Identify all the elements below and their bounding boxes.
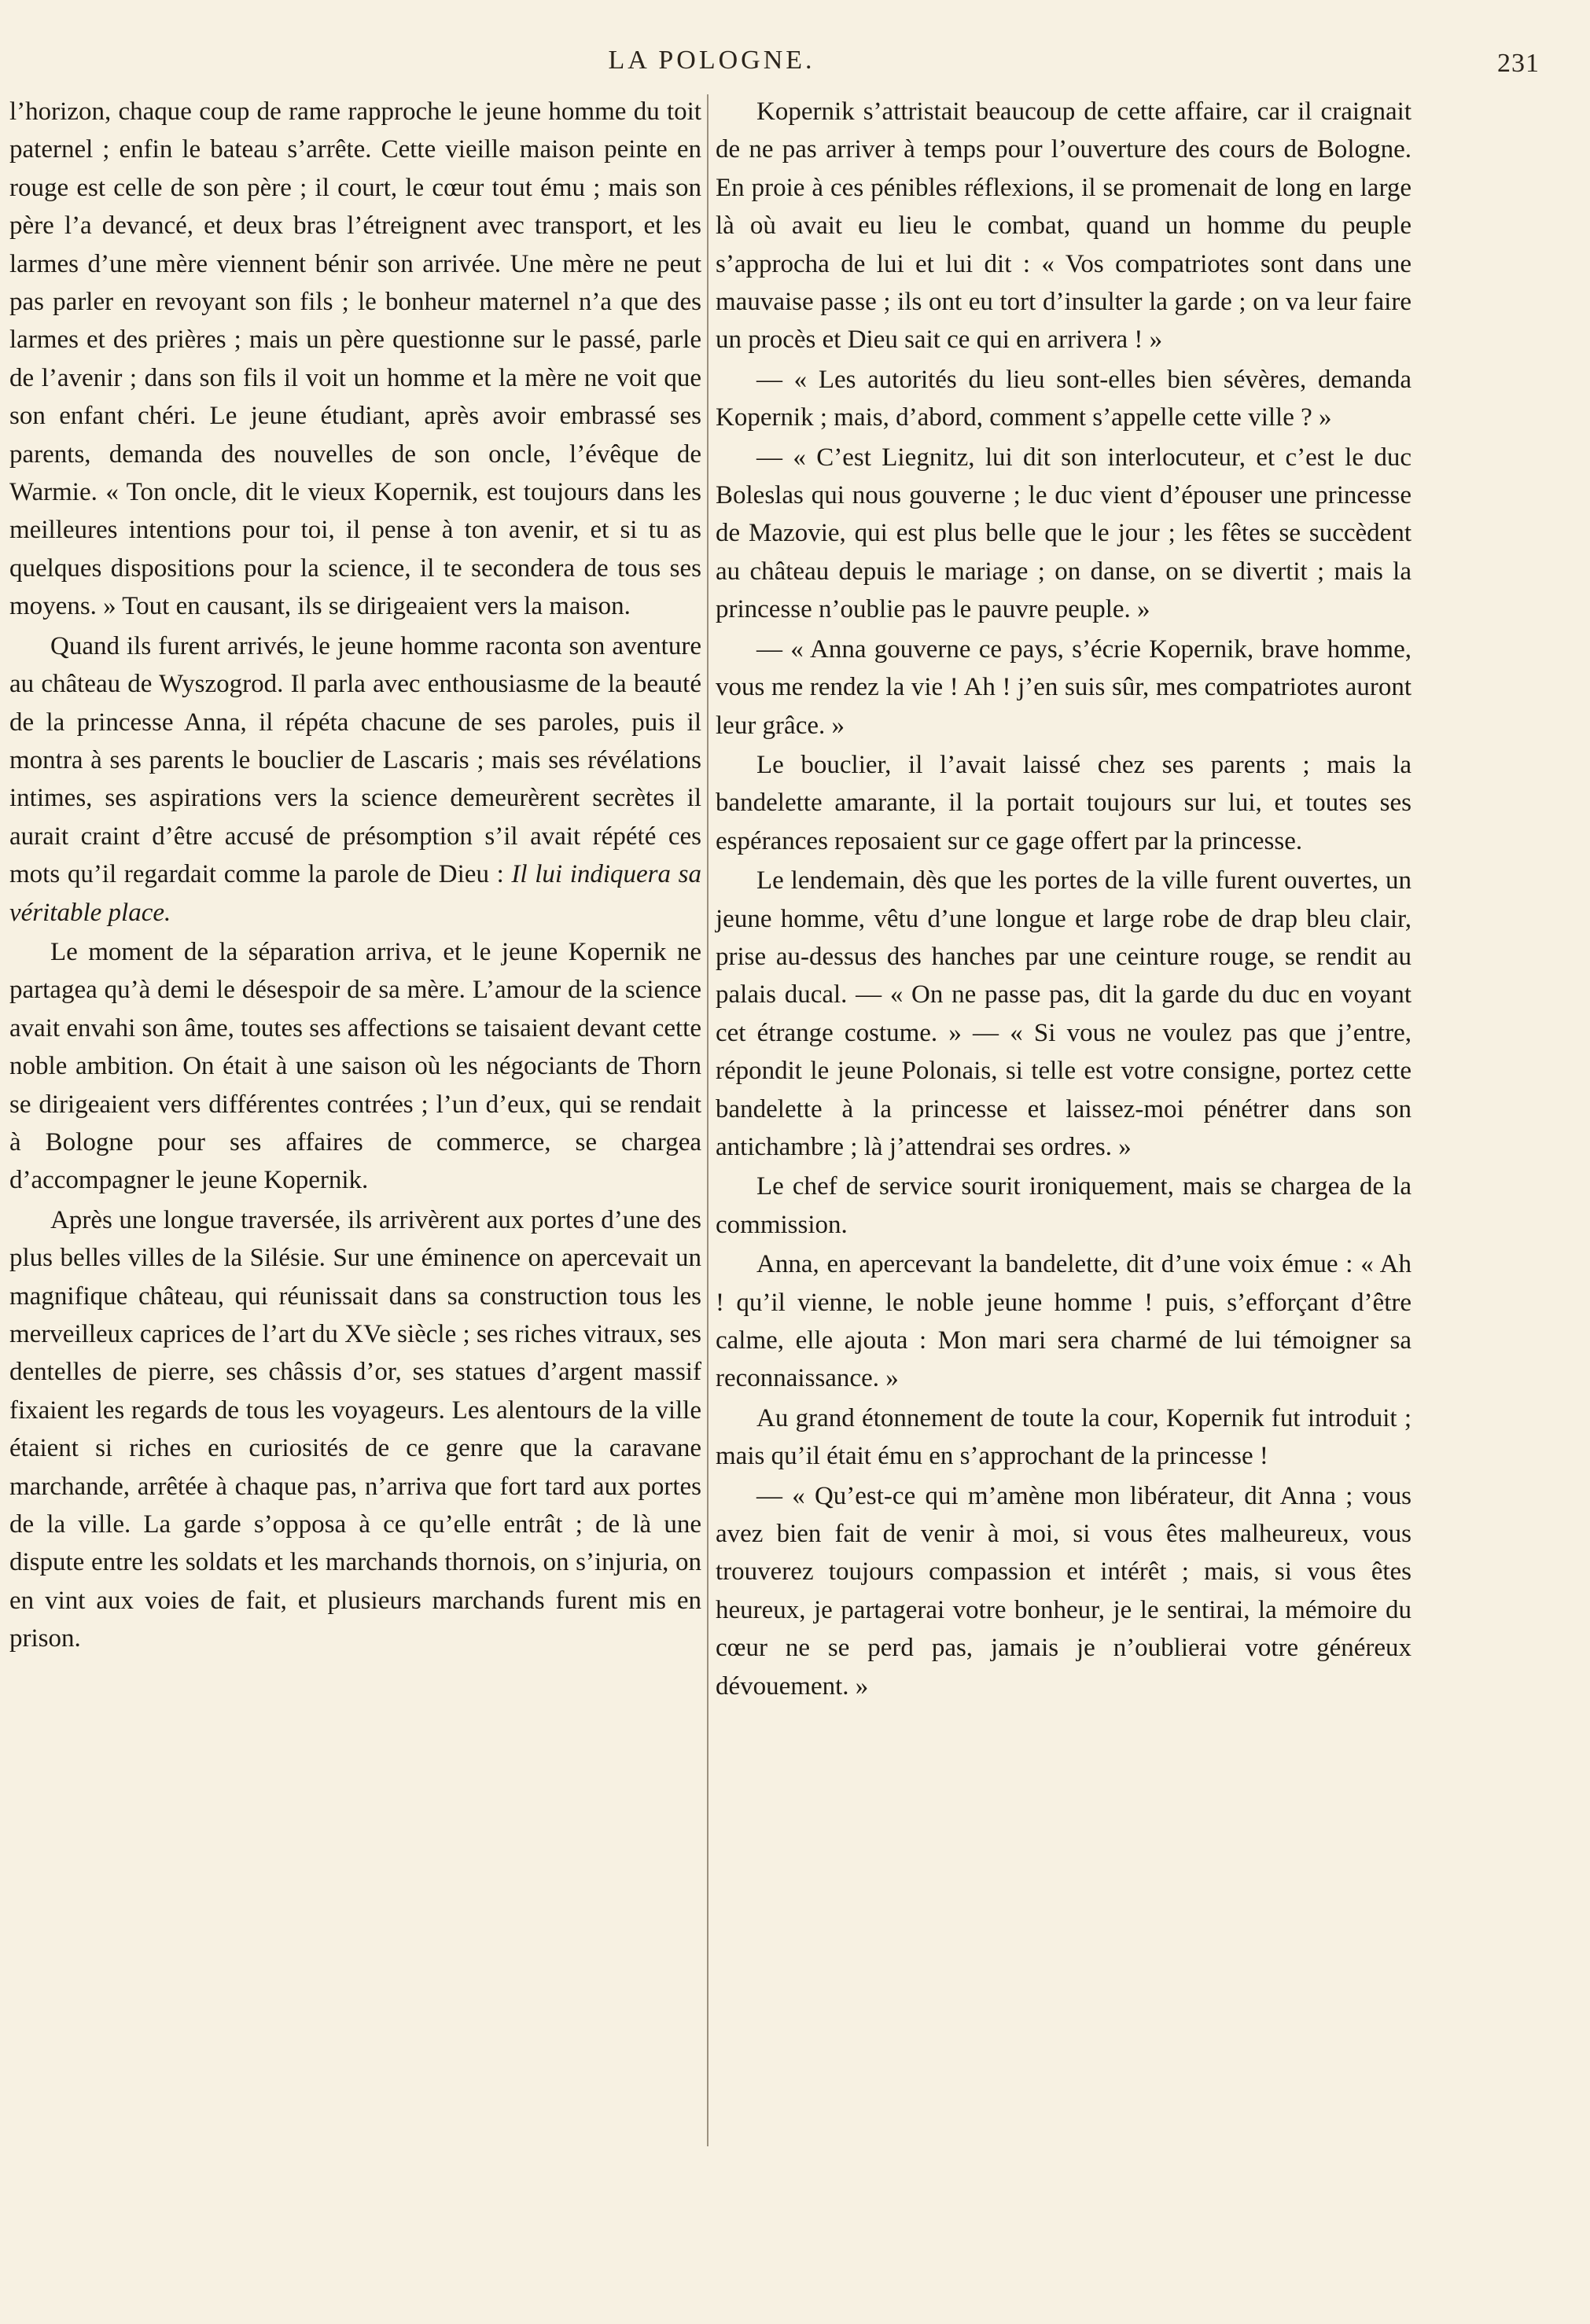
paragraph: Anna, en apercevant la bandelette, dit d’une voix émue : « Ah ! qu’il vienne, le noble jeune homme ! puis, s’efforçant d’être calme, elle ajouta : Mon mari sera charmé de lui témoigner sa reconnaissance. » <box>716 1250 1411 1393</box>
running-title: LA POLOGNE. <box>608 46 815 75</box>
italic-quote: Il lui indiquera sa véritable place. <box>9 860 702 927</box>
paragraph <box>9 627 701 932</box>
paragraph: l’horizon, chaque coup de rame rapproche le jeune homme du toit paternel ; enfin le bateau s’arrête. Cette vieille maison peinte en rouge est celle de son père ; il court, le cœur tout ému ; mais son père l’a devancé, et deux bras l’étreignent avec transport, et les larmes d’une mère viennent bénir son arrivée. Une mère ne peut pas parler en revoyant son fils ; le bonheur maternel n’a que des larmes et des prières ; mais un père questionne sur le passé, parle de l’avenir ; dans son fils il voit un homme et la mère ne voit que son enfant chéri. Le jeune étudiant, après avoir embrassé ses parents, demanda des nouvelles de son oncle, l’évêque de Warmie. « Ton oncle, dit le vieux Kopernik, est toujours dans les meilleures intentions pour toi, il pense à ton avenir, et si tu as quelques dispositions pour la science, il te secondera de tous ses moyens. » Tout en causant, ils se dirigeaient vers la maison. <box>9 97 701 621</box>
left-column <box>9 93 701 1660</box>
paragraph: Le lendemain, dès que les portes de la ville furent ouvertes, un jeune homme, vêtu d’une longue et large robe de drap bleu clair, prise au-dessus des hanches par une ceinture rouge, se rendit au palais ducal. — « On ne passe pas, dit la garde du duc en voyant cet étrange costume. » — « Si vous ne voulez pas que j’entre, répondit le jeune Polonais, si telle est votre consigne, portez cette bandelette à la princesse et laissez-moi pénétrer dans son antichambre ; là j’attendrai ses ordres. » <box>716 866 1411 1161</box>
paragraph: Après une longue traversée, ils arrivèrent aux portes d’une des plus belles villes de la Silésie. Sur une éminence on apercevait un magnifique château, qui réunissait dans sa construction tous les merveilleux caprices de l’art du XVe siècle ; ses riches vitraux, ses dentelles de pierre, ses châssis d’or, ses statues d’argent massif fixaient les regards de tous les voyageurs. Les alentours de la ville étaient si riches en curiosités de ce genre que la caravane marchande, arrêtée à chaque pas, n’arriva que fort tard aux portes de la ville. La garde s’opposa à ce qu’elle entrât ; de là une dispute entre les soldats et les marchands thornois, on s’injuria, on en vint aux voies de fait, et plusieurs marchands furent mis en prison. <box>9 1205 701 1653</box>
paragraph: Le moment de la séparation arriva, et le jeune Kopernik ne partagea qu’à demi le désespoir de sa mère. L’amour de la science avait envahi son âme, toutes ses affections se taisaient devant cette noble ambition. On était à une saison où les négociants de Thorn se dirigeaient vers différentes contrées ; l’un d’eux, qui se rendait à Bologne pour ses affaires de commerce, se chargea d’accompagner le jeune Kopernik. <box>9 937 701 1195</box>
paragraph: — « C’est Liegnitz, lui dit son interlocuteur, et c’est le duc Boleslas qui nous gouverne ; le duc vient d’épouser une princesse de Mazovie, qui est plus belle que le jour ; les fêtes se succèdent au château depuis le mariage ; on danse, on se divertit ; mais la princesse n’oublie pas le pauvre peuple. » <box>716 443 1411 624</box>
paragraph: Au grand étonnement de toute la cour, Kopernik fut introduit ; mais qu’il était ému en s’approchant de la princesse ! <box>716 1403 1411 1471</box>
paragraph: Le bouclier, il l’avait laissé chez ses parents ; mais la bandelette amarante, il la portait toujours sur lui, et toutes ses espérances reposaient sur ce gage offert par la princesse. <box>716 750 1411 855</box>
right-column <box>716 93 1411 1707</box>
paragraph: — « Les autorités du lieu sont-elles bien sévères, demanda Kopernik ; mais, d’abord, comment s’appelle cette ville ? » <box>716 365 1411 432</box>
paragraph: Kopernik s’attristait beaucoup de cette affaire, car il craignait de ne pas arriver à temps pour l’ouverture des cours de Bologne. En proie à ces pénibles réflexions, il se promenait de long en large là où avait eu lieu le combat, quand un homme du peuple s’approcha de lui et lui dit : « Vos compatriotes sont dans une mauvaise passe ; ils ont eu tort d’insulter la garde ; on va leur faire un procès et Dieu sait ce qui en arrivera ! » <box>716 97 1411 355</box>
paragraph: — « Qu’est-ce qui m’amène mon libérateur, dit Anna ; vous avez bien fait de venir à moi, si vous êtes malheureux, vous trouverez toujours compassion et intérêt ; mais, si vous êtes heureux, je partagerai votre bonheur, je le sentirai, la mémoire du cœur ne se perd pas, jamais je n’oublierai votre généreux dévouement. » <box>716 1481 1411 1701</box>
paragraph: — « Anna gouverne ce pays, s’écrie Kopernik, brave homme, vous me rendez la vie ! Ah ! j’en suis sûr, mes compatriotes auront leur grâce. » <box>716 634 1411 740</box>
column-divider <box>707 94 709 2146</box>
paragraph: Le chef de service sourit ironiquement, mais se chargea de la commission. <box>716 1172 1411 1239</box>
page-number: 231 <box>1497 49 1540 78</box>
paragraph-text: Quand ils furent arrivés, le jeune homme raconta son aventure au château de Wyszogrod. Il parla avec enthousiasme de la beauté de la princesse Anna, il répéta chacune de ses paroles, puis il montra à ses parents le bouclier de Lascaris ; mais ses révélations intimes, ses aspirations vers la science demeurèrent secrètes il aurait craint d’être accusé de présomption s’il avait répété ces mots qu’il regardait comme la parole de Dieu : <box>9 631 701 889</box>
